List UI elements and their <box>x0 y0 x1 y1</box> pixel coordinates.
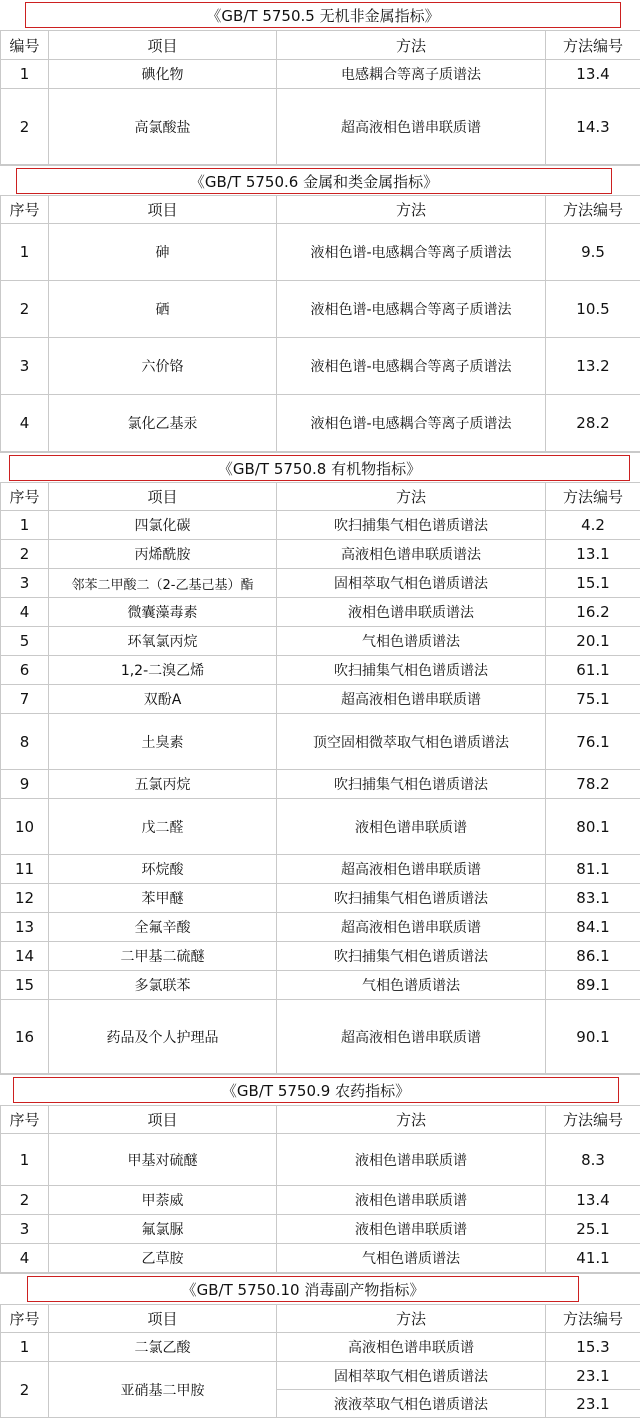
row-number: 1 <box>1 1134 49 1186</box>
row-item: 甲基对硫醚 <box>49 1134 277 1186</box>
row-method-code: 13.1 <box>546 540 640 569</box>
table-row <box>1 714 640 770</box>
row-item: 土臭素 <box>49 714 277 770</box>
row-method: 高液相色谱串联质谱 <box>277 1333 546 1362</box>
row-item: 全氟辛酸 <box>49 913 277 942</box>
section-title-row <box>0 452 640 482</box>
row-method-code: 80.1 <box>546 799 640 855</box>
row-number: 3 <box>1 338 49 395</box>
row-number: 10 <box>1 799 49 855</box>
table-header-row <box>1 1305 640 1333</box>
row-method-code: 41.1 <box>546 1244 640 1273</box>
row-method-code: 15.3 <box>546 1333 640 1362</box>
header-method: 方法 <box>277 483 546 511</box>
row-method-code: 61.1 <box>546 656 640 685</box>
section-title-row <box>0 0 640 30</box>
section-title: 《GB/T 5750.8 有机物指标》 <box>9 455 630 481</box>
row-method: 电感耦合等离子质谱法 <box>277 60 546 89</box>
indicator-table <box>0 482 640 1074</box>
row-number: 3 <box>1 569 49 598</box>
table-row <box>1 799 640 855</box>
table-row <box>1 1000 640 1074</box>
section-title-row <box>0 1074 640 1105</box>
row-item: 药品及个人护理品 <box>49 1000 277 1074</box>
table-row <box>1 942 640 971</box>
row-method-code: 90.1 <box>546 1000 640 1074</box>
header-method: 方法 <box>277 1106 546 1134</box>
row-method: 液相色谱-电感耦合等离子质谱法 <box>277 224 546 281</box>
indicator-table <box>0 1304 640 1418</box>
row-method-code: 20.1 <box>546 627 640 656</box>
row-item: 环氧氯丙烷 <box>49 627 277 656</box>
row-number: 5 <box>1 627 49 656</box>
row-method: 固相萃取气相色谱质谱法 <box>277 1362 546 1390</box>
row-number: 2 <box>1 281 49 338</box>
row-number: 2 <box>1 1362 49 1418</box>
row-item: 乙草胺 <box>49 1244 277 1273</box>
section-title: 《GB/T 5750.5 无机非金属指标》 <box>25 2 621 28</box>
table-row <box>1 1362 640 1390</box>
row-number: 1 <box>1 511 49 540</box>
section-title: 《GB/T 5750.6 金属和类金属指标》 <box>16 168 612 194</box>
row-number: 11 <box>1 855 49 884</box>
row-method: 液相色谱串联质谱 <box>277 799 546 855</box>
row-item: 碘化物 <box>49 60 277 89</box>
row-number: 15 <box>1 971 49 1000</box>
row-number: 4 <box>1 1244 49 1273</box>
table-row <box>1 338 640 395</box>
row-method: 高液相色谱串联质谱法 <box>277 540 546 569</box>
row-method-code: 9.5 <box>546 224 640 281</box>
indicator-table <box>0 1105 640 1273</box>
row-method-code: 84.1 <box>546 913 640 942</box>
row-number: 1 <box>1 1333 49 1362</box>
row-method: 吹扫捕集气相色谱质谱法 <box>277 770 546 799</box>
row-method: 超高液相色谱串联质谱 <box>277 913 546 942</box>
row-item: 戊二醛 <box>49 799 277 855</box>
row-method: 吹扫捕集气相色谱质谱法 <box>277 884 546 913</box>
row-item: 二甲基二硫醚 <box>49 942 277 971</box>
row-method: 液相色谱串联质谱 <box>277 1215 546 1244</box>
table-header-row <box>1 1106 640 1134</box>
table-row <box>1 855 640 884</box>
section-title-row <box>0 1273 640 1304</box>
row-number: 7 <box>1 685 49 714</box>
row-method: 液相色谱-电感耦合等离子质谱法 <box>277 338 546 395</box>
table-row <box>1 770 640 799</box>
row-number: 4 <box>1 598 49 627</box>
header-number: 序号 <box>1 1106 49 1134</box>
row-number: 8 <box>1 714 49 770</box>
row-method-code: 13.2 <box>546 338 640 395</box>
row-method-code: 13.4 <box>546 1186 640 1215</box>
row-method: 液相色谱串联质谱 <box>277 1134 546 1186</box>
row-item: 六价铬 <box>49 338 277 395</box>
row-item: 氯化乙基汞 <box>49 395 277 452</box>
indicator-table <box>0 30 640 165</box>
table-row <box>1 1186 640 1215</box>
table-row <box>1 395 640 452</box>
indicator-table <box>0 195 640 452</box>
header-item: 项目 <box>49 483 277 511</box>
section-title-row <box>0 165 640 195</box>
row-method-code: 8.3 <box>546 1134 640 1186</box>
table-row <box>1 598 640 627</box>
row-method: 液相色谱-电感耦合等离子质谱法 <box>277 395 546 452</box>
row-item: 亚硝基二甲胺 <box>49 1362 277 1418</box>
table-row <box>1 60 640 89</box>
row-method: 液相色谱-电感耦合等离子质谱法 <box>277 281 546 338</box>
row-number: 12 <box>1 884 49 913</box>
table-row <box>1 971 640 1000</box>
table-row <box>1 1244 640 1273</box>
row-item: 多氯联苯 <box>49 971 277 1000</box>
row-item: 氟氯脲 <box>49 1215 277 1244</box>
header-method-code: 方法编号 <box>546 1305 640 1333</box>
row-method-code: 83.1 <box>546 884 640 913</box>
row-number: 2 <box>1 89 49 165</box>
row-number: 16 <box>1 1000 49 1074</box>
row-item: 砷 <box>49 224 277 281</box>
header-number: 序号 <box>1 483 49 511</box>
row-method-code: 89.1 <box>546 971 640 1000</box>
row-method: 液相色谱串联质谱法 <box>277 598 546 627</box>
header-method-code: 方法编号 <box>546 483 640 511</box>
section-title: 《GB/T 5750.9 农药指标》 <box>13 1077 619 1103</box>
header-method-code: 方法编号 <box>546 1106 640 1134</box>
row-method: 吹扫捕集气相色谱质谱法 <box>277 656 546 685</box>
header-method-code: 方法编号 <box>546 196 640 224</box>
table-row <box>1 913 640 942</box>
row-method-code: 13.4 <box>546 60 640 89</box>
table-row <box>1 627 640 656</box>
section-title: 《GB/T 5750.10 消毒副产物指标》 <box>27 1276 579 1302</box>
row-method: 固相萃取气相色谱质谱法 <box>277 569 546 598</box>
header-method: 方法 <box>277 31 546 60</box>
row-method-code: 78.2 <box>546 770 640 799</box>
row-method: 吹扫捕集气相色谱质谱法 <box>277 942 546 971</box>
row-item: 高氯酸盐 <box>49 89 277 165</box>
row-item: 甲萘威 <box>49 1186 277 1215</box>
table-row <box>1 1134 640 1186</box>
header-method: 方法 <box>277 1305 546 1333</box>
table-row <box>1 656 640 685</box>
row-method-code: 81.1 <box>546 855 640 884</box>
table-row <box>1 511 640 540</box>
row-item: 环烷酸 <box>49 855 277 884</box>
header-item: 项目 <box>49 1106 277 1134</box>
table-header-row <box>1 483 640 511</box>
row-number: 2 <box>1 540 49 569</box>
row-item: 四氯化碳 <box>49 511 277 540</box>
row-number: 6 <box>1 656 49 685</box>
row-number: 4 <box>1 395 49 452</box>
row-item: 苯甲醚 <box>49 884 277 913</box>
row-method-code: 25.1 <box>546 1215 640 1244</box>
row-method: 气相色谱质谱法 <box>277 627 546 656</box>
row-method-code: 23.1 <box>546 1362 640 1390</box>
row-number: 3 <box>1 1215 49 1244</box>
row-item: 邻苯二甲酸二（2-乙基己基）酯 <box>49 569 277 598</box>
table-row <box>1 1215 640 1244</box>
table-header-row <box>1 31 640 60</box>
table-row <box>1 1333 640 1362</box>
row-method-code: 15.1 <box>546 569 640 598</box>
table-row <box>1 685 640 714</box>
row-method-code: 23.1 <box>546 1390 640 1418</box>
row-method-code: 10.5 <box>546 281 640 338</box>
row-number: 13 <box>1 913 49 942</box>
row-item: 丙烯酰胺 <box>49 540 277 569</box>
table-row <box>1 569 640 598</box>
row-method: 超高液相色谱串联质谱 <box>277 1000 546 1074</box>
row-method-code: 4.2 <box>546 511 640 540</box>
row-method: 超高液相色谱串联质谱 <box>277 89 546 165</box>
row-method: 气相色谱质谱法 <box>277 1244 546 1273</box>
row-method-code: 86.1 <box>546 942 640 971</box>
row-method: 超高液相色谱串联质谱 <box>277 855 546 884</box>
row-number: 1 <box>1 224 49 281</box>
row-item: 1,2-二溴乙烯 <box>49 656 277 685</box>
row-method-code: 76.1 <box>546 714 640 770</box>
row-number: 9 <box>1 770 49 799</box>
table-row <box>1 281 640 338</box>
header-method: 方法 <box>277 196 546 224</box>
row-method-code: 14.3 <box>546 89 640 165</box>
table-row <box>1 224 640 281</box>
row-method: 液相色谱串联质谱 <box>277 1186 546 1215</box>
header-item: 项目 <box>49 1305 277 1333</box>
row-method-code: 28.2 <box>546 395 640 452</box>
header-method-code: 方法编号 <box>546 31 640 60</box>
header-number: 编号 <box>1 31 49 60</box>
row-number: 2 <box>1 1186 49 1215</box>
row-item: 五氯丙烷 <box>49 770 277 799</box>
row-item: 双酚A <box>49 685 277 714</box>
table-row <box>1 540 640 569</box>
row-method-code: 16.2 <box>546 598 640 627</box>
row-method: 顶空固相微萃取气相色谱质谱法 <box>277 714 546 770</box>
row-item: 微囊藻毒素 <box>49 598 277 627</box>
row-method: 吹扫捕集气相色谱质谱法 <box>277 511 546 540</box>
header-item: 项目 <box>49 31 277 60</box>
row-number: 1 <box>1 60 49 89</box>
row-item: 硒 <box>49 281 277 338</box>
row-method: 超高液相色谱串联质谱 <box>277 685 546 714</box>
table-row <box>1 89 640 165</box>
row-method-code: 75.1 <box>546 685 640 714</box>
row-number: 14 <box>1 942 49 971</box>
header-number: 序号 <box>1 196 49 224</box>
row-method: 气相色谱质谱法 <box>277 971 546 1000</box>
table-header-row <box>1 196 640 224</box>
header-item: 项目 <box>49 196 277 224</box>
row-method: 液液萃取气相色谱质谱法 <box>277 1390 546 1418</box>
row-item: 二氯乙酸 <box>49 1333 277 1362</box>
table-row <box>1 884 640 913</box>
header-number: 序号 <box>1 1305 49 1333</box>
